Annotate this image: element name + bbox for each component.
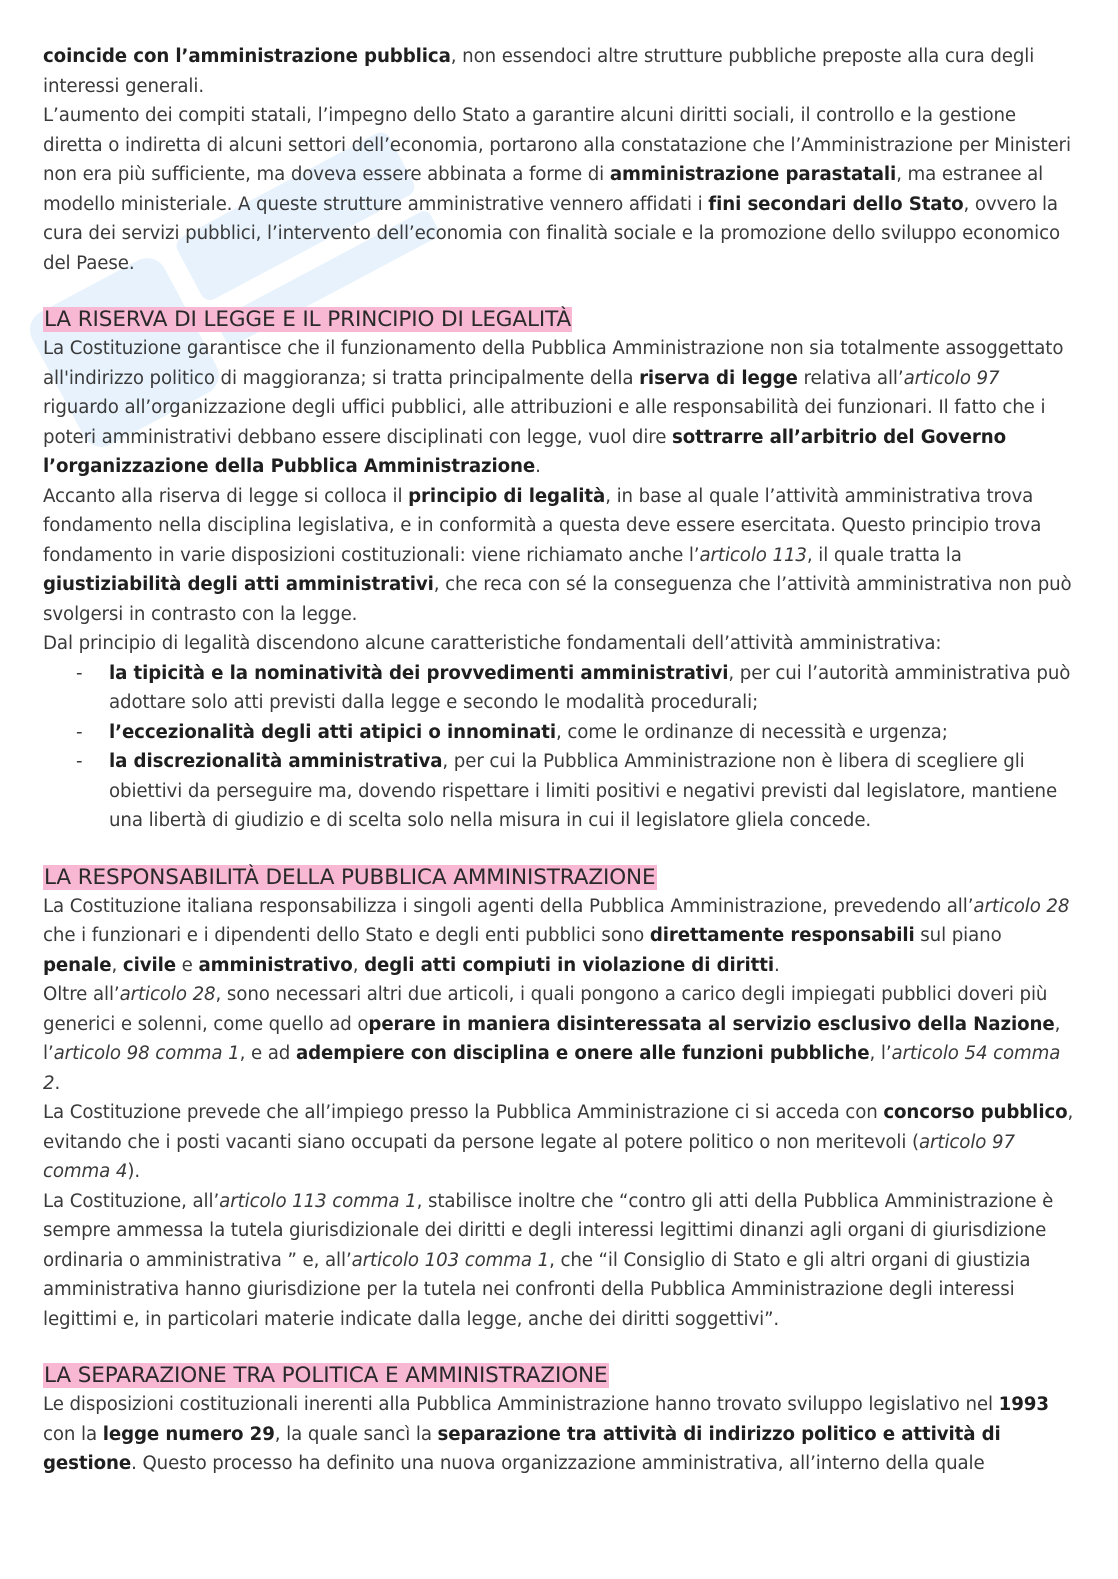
riserva-paragraph-2: Accanto alla riserva di legge si colloca il principio di legalità, in base al quale l’attività amministrativa trova fondamento nella disciplina legislativa, e in conformità a questa deve essere esercitata. Questo principio trova fondamento in varie disposizioni costituzionali: viene richiamato anche l’articolo 113, il quale tratta la giustiziabilità degli atti amministrativi, che reca con sé la conseguenza che l’attività amministrativa non può svolgersi in contrasto con la legge.	[43, 485, 1072, 625]
separazione-paragraph-1: Le disposizioni costituzionali inerenti alla Pubblica Amministrazione hanno trovato sviluppo legislativo nel 1993 con la legge numero 29, la quale sancì la separazione tra attività di indirizzo politico e attività di gestione. Questo processo ha definito una nuova organizzazione amministrativa, all’interno della quale	[43, 1394, 1049, 1474]
intro-paragraph-2: L’aumento dei compiti statali, l’impegno dello Stato a garantire alcuni diritti sociali, il controllo e la gestione diretta o indiretta di alcuni settori dell’economia, portarono alla constatazione che l’Amministrazione per Ministeri non era più sufficiente, ma doveva essere abbinata a forme di amministrazione parastatali, ma estranee al modello ministeriale. A queste strutture amministrative vennero affidati i fini secondari dello Stato, ovvero la cura dei servizi pubblici, l’intervento dell’economia con finalità sociale e la promozione dello sviluppo economico del Paese.	[43, 105, 1071, 274]
list-item: - la tipicità e la nominatività dei provvedimenti amministrativi, per cui l’autorità amministrativa può adottare solo atti previsti dalla legge e secondo le modalità procedurali;	[109, 659, 1075, 718]
characteristics-list	[43, 659, 1075, 836]
list-item: - l’eccezionalità degli atti atipici o innominati, come le ordinanze di necessità e urgenza;	[109, 718, 1075, 748]
bold-text: amministrazione parastatali	[609, 164, 897, 185]
riserva-paragraph-3: Dal principio di legalità discendono alcune caratteristiche fondamentali dell’attività amministrativa:	[43, 633, 942, 654]
bold-text: coincide con l’amministrazione pubblica	[43, 46, 451, 67]
bold-text: fini secondari dello Stato	[708, 193, 964, 215]
section-heading-separazione: LA SEPARAZIONE TRA POLITICA E AMMINISTRAZIONE	[44, 1363, 608, 1388]
list-item: - la discrezionalità amministrativa, per cui la Pubblica Amministrazione non è libera di scegliere gli obiettivi da perseguire ma, dovendo rispettare i limiti positivi e negativi previsti dal legislatore, mantiene una libertà di giudizio e di scelta solo nella misura in cui il legislatore gliela concede.	[109, 747, 1075, 836]
riserva-paragraph-1: La Costituzione garantisce che il funzionamento della Pubblica Amministrazione non sia totalmente assoggettato all'indirizzo politico di maggioranza; si tratta principalmente della riserva di legge relativa all’articolo 97 riguardo all’organizzazione degli uffici pubblici, alle attribuzioni e alle responsabilità dei funzionari. Il fatto che i poteri amministrativi debbano essere disciplinati con legge, vuol dire sottrarre all’arbitrio del Governo l’organizzazione della Pubblica Amministrazione.	[43, 338, 1064, 477]
responsabilita-paragraph-2: Oltre all’articolo 28, sono necessari altri due articoli, i quali pongono a carico degli impiegati pubblici doveri più generici e solenni, come quello ad operare in maniera disinteressata al servizio esclusivo della Nazione, l’articolo 98 comma 1, e ad adempiere con disciplina e onere alle funzioni pubbliche, l’articolo 54 comma 2.	[43, 984, 1061, 1094]
intro-paragraph-1: coincide con l’amministrazione pubblica, non essendoci altre strutture pubbliche preposte alla cura degli interessi generali.	[43, 46, 1035, 97]
document-page	[43, 42, 1075, 1479]
section-heading-responsabilita: LA RESPONSABILITÀ DELLA PUBBLICA AMMINISTRAZIONE	[44, 864, 656, 890]
section-heading-riserva: LA RISERVA DI LEGGE E IL PRINCIPIO DI LEGALITÀ	[44, 307, 572, 332]
responsabilita-paragraph-1: La Costituzione italiana responsabilizza i singoli agenti della Pubblica Amministrazione, prevedendo all’articolo 28 che i funzionari e i dipendenti dello Stato e degli enti pubblici sono direttamente responsabili sul piano penale, civile e amministrativo, degli atti compiuti in violazione di diritti.	[43, 895, 1070, 976]
responsabilita-paragraph-3: La Costituzione prevede che all’impiego presso la Pubblica Amministrazione ci si acceda con concorso pubblico, evitando che i posti vacanti siano occupati da persone legate al potere politico o non meritevoli (articolo 97 comma 4).	[43, 1102, 1074, 1182]
responsabilita-paragraph-4: La Costituzione, all’articolo 113 comma 1, stabilisce inoltre che “contro gli atti della Pubblica Amministrazione è sempre ammessa la tutela giurisdizionale dei diritti e degli interessi legittimi dinanzi agli organi di giurisdizione ordinaria o amministrativa ” e, all’articolo 103 comma 1, che “il Consiglio di Stato e gli altri organi di giustizia amministrativa hanno giurisdizione per la tutela nei confronti della Pubblica Amministrazione degli interessi legittimi e, in particolari materie indicate dalla legge, anche dei diritti soggettivi”.	[43, 1190, 1054, 1330]
